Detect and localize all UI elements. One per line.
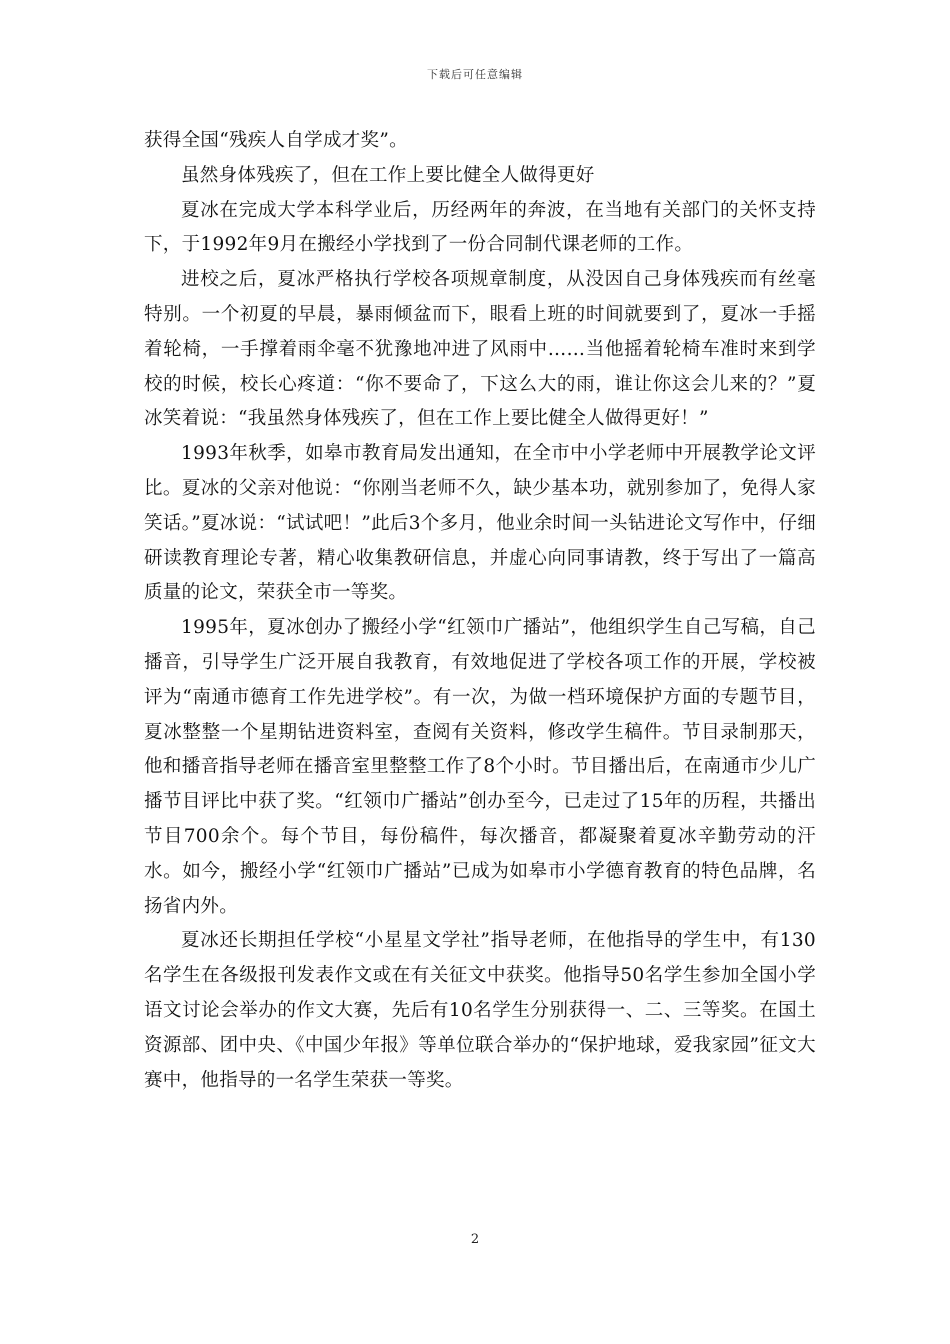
paragraph-award-continuation: 获得全国“残疾人自学成才奖”。 <box>144 130 408 151</box>
page-number: 2 <box>470 1232 480 1247</box>
section-heading: 虽然身体残疾了，但在工作上要比健全人做得更好 <box>181 164 595 186</box>
paragraph: 夏冰在完成大学本科学业后，历经两年的奔波，在当地有关部门的关怀支持下，于1992年9月在搬经小学找到了一份合同制代课老师的工作。 <box>144 199 816 256</box>
paragraph: 1995年，夏冰创办了搬经小学“红领巾广播站”，他组织学生自己写稿，自己播音，引导学生广泛开展自我教育，有效地促进了学校各项工作的开展，学校被评为“南通市德育工作先进学校”。有一次，为做一档环境保护方面的专题节目，夏冰整整一个星期钻进资料室，查阅有关资料，修改学生稿件。节目录制那天，他和播音指导老师在播音室里整整工作了8个小时。节目播出后，在南通市少儿广播节目评比中获了奖。“红领巾广播站”创办至今，已走过了15年的历程，共播出节目700余个。每个节目，每份稿件，每次播音，都凝聚着夏冰辛勤劳动的汗水。如今，搬经小学“红领巾广播站”已成为如皋市小学德育教育的特色品牌，名扬省内外。 <box>144 617 816 917</box>
paragraph: 1993年秋季，如皋市教育局发出通知，在全市中小学老师中开展教学论文评比。夏冰的父亲对他说：“你刚当老师不久，缺少基本功，就别参加了，免得人家笑话。”夏冰说：“试试吧！”此后3个多月，他业余时间一头钻进论文写作中，仔细研读教育理论专著，精心收集教研信息，并虚心向同事请教，终于写出了一篇高质量的论文，荣获全市一等奖。 <box>144 443 816 604</box>
page-header: 下载后可任意编辑 <box>427 68 523 81</box>
paragraph: 进校之后，夏冰严格执行学校各项规章制度，从没因自己身体残疾而有丝毫特别。一个初夏的早晨，暴雨倾盆而下，眼看上班的时间就要到了，夏冰一手摇着轮椅，一手撑着雨伞毫不犹豫地冲进了风雨中……当他摇着轮椅车准时来到学校的时候，校长心疼道：“你不要命了，下这么大的雨，谁让你这会儿来的？”夏冰笑着说：“我虽然身体残疾了，但在工作上要比健全人做得更好！” <box>144 269 816 430</box>
document-body <box>144 124 816 1098</box>
paragraph: 夏冰还长期担任学校“小星星文学社”指导老师，在他指导的学生中，有130名学生在各级报刊发表作文或在有关征文中获奖。他指导50名学生参加全国小学语文讨论会举办的作文大赛，先后有10名学生分别获得一、二、三等奖。在国土资源部、团中央、《中国少年报》等单位联合举办的“保护地球，爱我家园”征文大赛中，他指导的一名学生荣获一等奖。 <box>144 930 816 1091</box>
